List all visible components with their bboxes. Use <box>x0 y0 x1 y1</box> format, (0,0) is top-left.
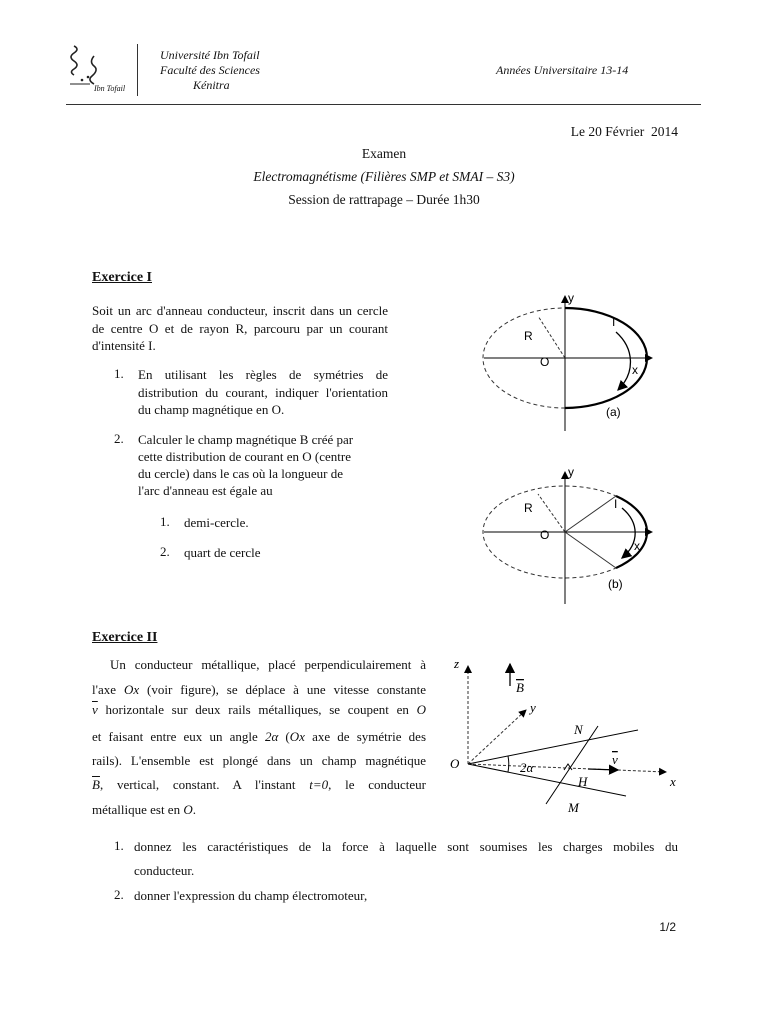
faculty-name: Faculté des Sciences <box>160 63 260 77</box>
moving-conductor <box>546 726 598 804</box>
ex2-line5-text: rails). L'ensemble est plongé dans un champ magnétique <box>92 753 426 768</box>
fig-b-caption: (b) <box>608 577 623 591</box>
rail-bottom <box>468 764 626 796</box>
fig-b-i-label: I <box>614 497 618 511</box>
fig-a-r-label: R <box>524 329 533 343</box>
velocity-arrow <box>588 769 618 770</box>
ex2-line1-text: Un conducteur métallique, placé perpendiculairement à <box>110 657 426 672</box>
page-number: 1/2 <box>659 920 676 934</box>
ex2-line4-text-b: ( <box>278 729 290 744</box>
arc-end-line-top <box>565 496 616 532</box>
ex2-line6-text-b: , le conducteur <box>328 777 426 792</box>
arc-end-line-bottom <box>565 532 616 568</box>
header-rule <box>66 104 701 105</box>
city-name: Kénitra <box>193 78 230 92</box>
figure-b <box>470 462 670 608</box>
ex1-sub1-text: demi-cercle. <box>184 515 249 530</box>
fig-a-x-label: x <box>632 363 638 377</box>
fig-b-y-label: y <box>568 465 574 479</box>
radius-line <box>538 494 565 532</box>
ex2-q2-text: donner l'expression du champ électromoteur, <box>134 888 368 903</box>
fig2-v-label: v <box>612 752 618 767</box>
fig-a-y-label: y <box>568 291 574 305</box>
university-logo <box>64 42 126 98</box>
fig2-h-label: H <box>578 774 588 789</box>
ex2-line3 <box>92 701 426 719</box>
ex2-b-vector: $\overline{B}$ <box>92 777 100 792</box>
fig2-angle-label: 2α <box>520 760 534 775</box>
ex1-q2-line2: cette distribution de courant en O (centre <box>138 449 351 464</box>
ex1-sub2-text: quart de cercle <box>184 545 261 560</box>
fig2-o-label: O <box>450 756 460 771</box>
fig2-x-label: x <box>670 774 676 789</box>
ex2-line4 <box>92 728 426 746</box>
exam-title: Examen <box>361 146 407 161</box>
ex2-velocity-vector: $\overline{v}$ <box>92 702 98 717</box>
ex2-line6-text-a: , vertical, constant. A l'instant <box>99 777 310 792</box>
ex1-q1-number: 1. <box>114 366 124 381</box>
ex1-q2-line4: l'arc d'anneau est égale au <box>138 483 273 498</box>
exam-session: Session de rattrapage – Durée 1h30 <box>288 192 480 207</box>
ex1-q1-text: En utilisant les règles de symétries de distribution du courant, indiquer l'orientation du champ magnétique en O. <box>138 367 388 417</box>
ex2-q1-line1 <box>134 838 678 856</box>
ex2-line7-o: O <box>183 802 193 817</box>
ex2-line4-text-c: axe de symétrie des <box>304 729 426 744</box>
ex1-sub1-number: 1. <box>160 514 170 529</box>
fig-b-o-label: O <box>540 528 550 542</box>
university-name: Université Ibn Tofail <box>160 48 260 62</box>
fig-a-caption: (a) <box>606 405 621 419</box>
fig-b-r-label: R <box>524 501 533 515</box>
exercise1-title: Exercice I <box>92 270 152 285</box>
ex2-line5 <box>92 752 426 770</box>
fig2-b-label: B <box>516 680 524 695</box>
ex2-line2-text-b: (voir figure), se déplace à une vitesse constante <box>139 682 426 697</box>
ex2-line3-o: O <box>416 702 427 717</box>
fig2-z-label: z <box>454 656 460 671</box>
ex2-q1-number: 1. <box>114 838 124 853</box>
fig2-n-label: N <box>574 722 583 737</box>
ex2-line4-text-a: et faisant entre eux un angle <box>92 729 265 744</box>
exam-subject: Electromagnétisme (Filières SMP et SMAI – S3) <box>253 169 515 184</box>
ex2-t0: t=0 <box>309 777 329 792</box>
ex2-line6 <box>92 776 426 794</box>
radius-line <box>538 316 565 358</box>
ex2-line7 <box>92 801 196 819</box>
ex2-line7-text-b: . <box>192 802 196 817</box>
academic-year: Années Universitaire 13-14 <box>496 63 629 77</box>
fig-a-o-label: O <box>540 355 550 369</box>
ex2-line7-text-a: métallique est en <box>92 802 184 817</box>
ex1-sub2-number: 2. <box>160 544 170 559</box>
exam-date: Le 20 Février 2014 <box>570 124 678 139</box>
ex2-line2-text-a: l'axe <box>92 682 124 697</box>
figure-ex2 <box>448 652 688 822</box>
fig-b-x-label: x <box>634 539 640 553</box>
ex2-q1-line2: conducteur. <box>134 863 195 878</box>
y-axis <box>468 710 526 764</box>
ex1-q2-line1: Calculer le champ magnétique B créé par <box>138 432 354 447</box>
logo-text: Ibn Tofail <box>94 84 126 93</box>
ex2-line2-ox: Ox <box>123 682 140 697</box>
ex2-line2 <box>92 681 426 699</box>
header-divider <box>137 44 138 96</box>
fig-a-i-label: I <box>612 315 616 329</box>
angle-arc <box>508 756 509 772</box>
fig2-m-label: M <box>568 800 579 815</box>
ex2-line3-text: horizontale sur deux rails métalliques, se coupent en <box>105 702 417 717</box>
ex2-angle: 2α <box>264 729 279 744</box>
ex2-q1-line1-text: donnez les caractéristiques de la force à laquelle sont soumises les charges mobiles du <box>134 839 678 854</box>
ex2-line1 <box>110 656 426 674</box>
fig2-y-label: y <box>530 700 536 715</box>
exercise2-title: Exercice II <box>92 630 158 645</box>
ex1-q2-line3: du cercle) dans le cas où la longueur de <box>138 466 344 481</box>
ex2-line4-ox: Ox <box>289 729 305 744</box>
ex1-q2-number: 2. <box>114 431 124 446</box>
figure-a <box>470 286 670 436</box>
current-arrow <box>616 332 630 390</box>
exercise1-intro: Soit un arc d'anneau conducteur, inscrit dans un cercle de centre O et de rayon R, parcouru par un courant d'intensité I. <box>92 303 388 353</box>
ex2-q2-number: 2. <box>114 887 124 902</box>
